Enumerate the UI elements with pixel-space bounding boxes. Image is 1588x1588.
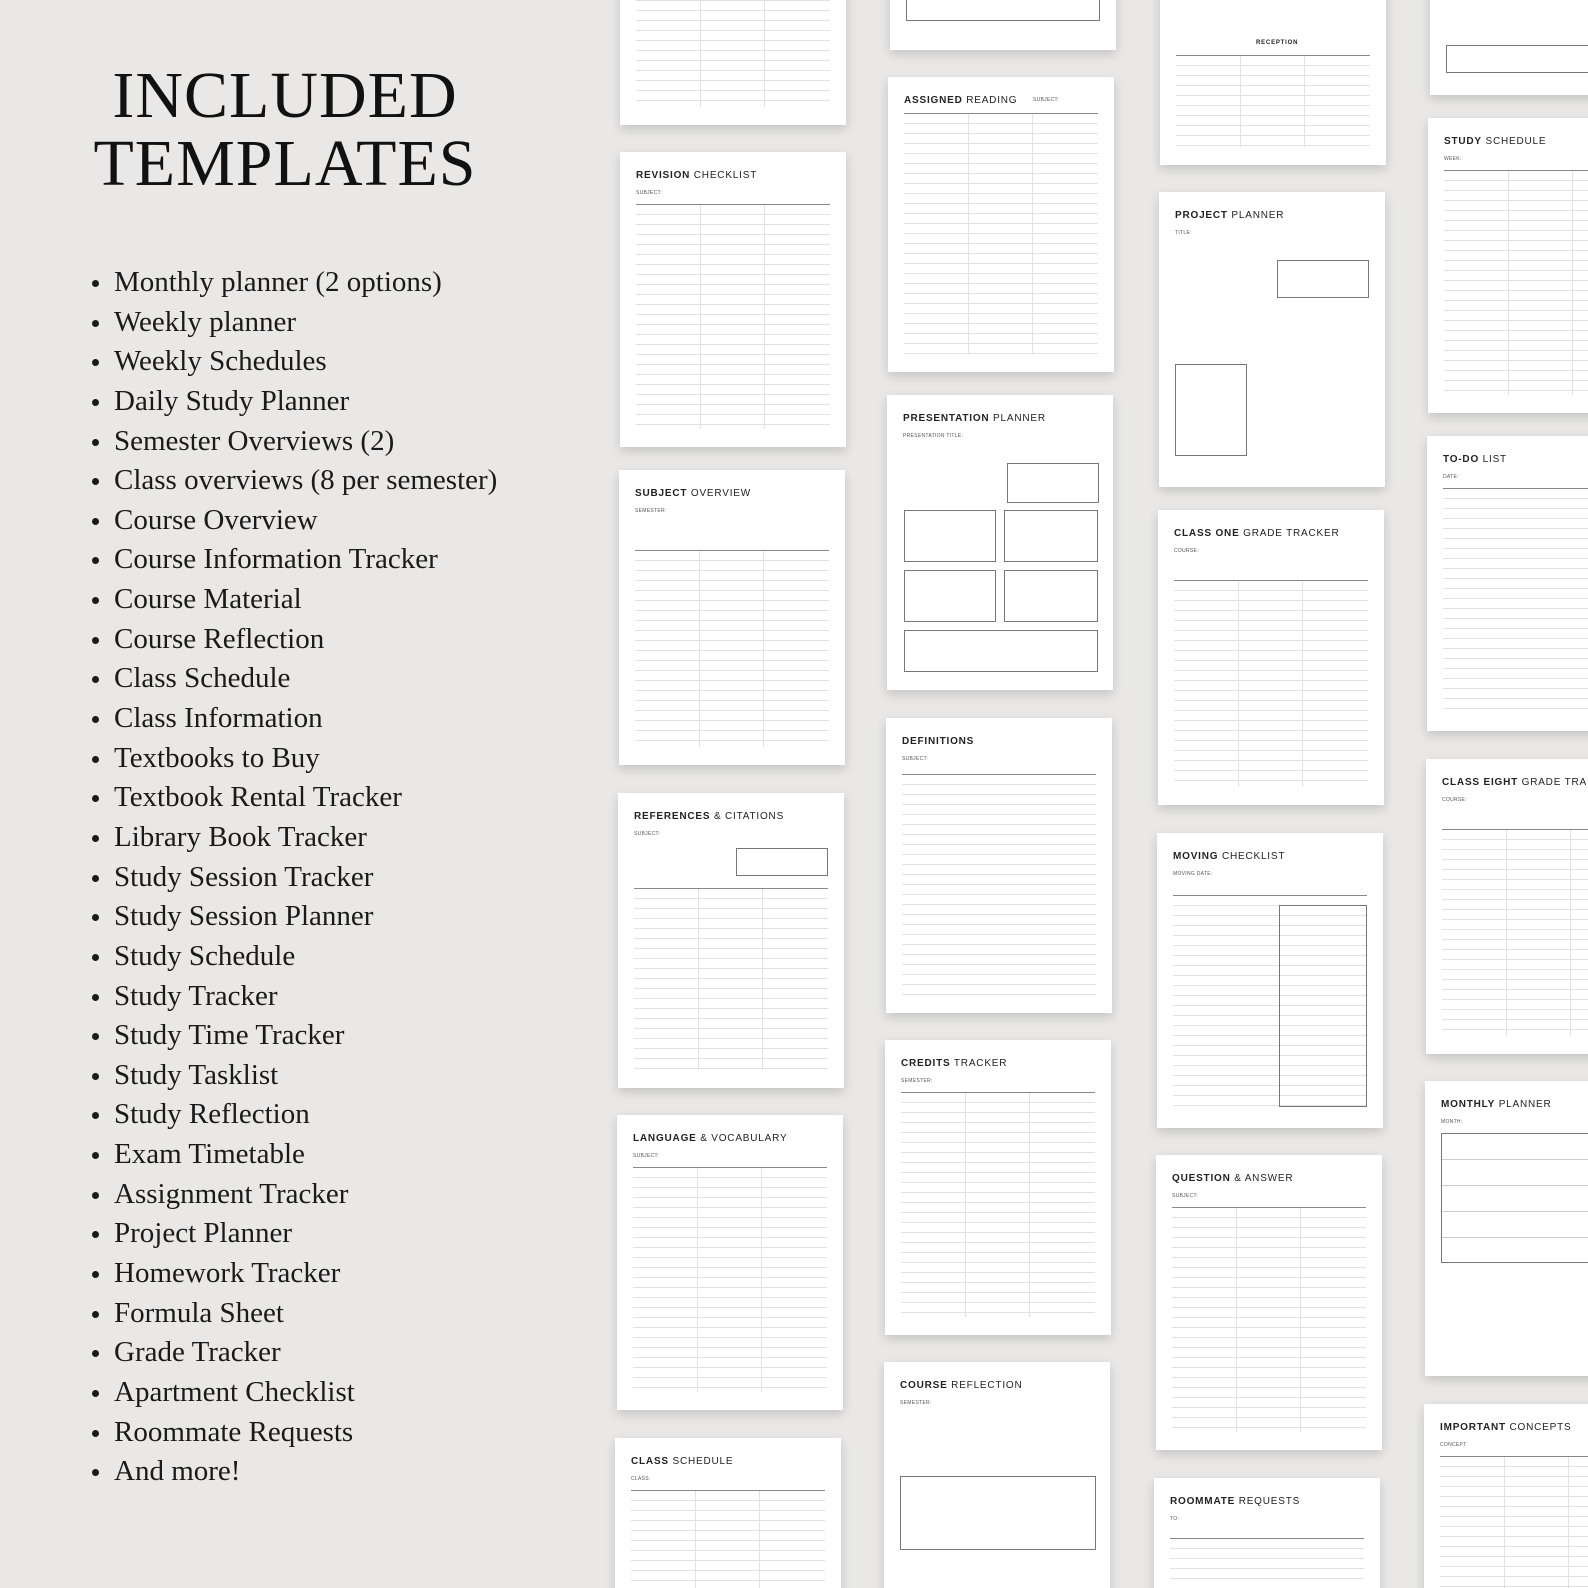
card-title-bold: SUBJECT [635,488,688,499]
card-title-rest: PLANNER [989,413,1046,424]
card-subject: TO: [1170,1516,1180,1522]
template-list-item: Homework Tracker [90,1254,497,1294]
card-class-schedule [615,1438,841,1588]
template-list-item: Semester Overviews (2) [90,422,497,462]
card-title-rest: REQUESTS [1235,1496,1301,1507]
card-todo-list [1427,436,1588,731]
card-assigned-reading [888,77,1114,372]
card-title-rest: CHECKLIST [1218,851,1286,862]
template-list-item: Project Planner [90,1214,497,1254]
template-list-item: Course Information Tracker [90,540,497,580]
template-list-item: Study Time Tracker [90,1016,497,1056]
card-title-bold: CLASS ONE [1174,528,1240,539]
template-list-item: Roommate Requests [90,1413,497,1453]
card-title-bold: PRESENTATION [903,413,990,424]
card-title-bold: QUESTION [1172,1173,1231,1184]
card-title-rest: & VOCABULARY [696,1133,788,1144]
card-subject: SEMESTER: [900,1400,932,1406]
card-subject: DATE: [1443,474,1459,480]
template-list-item: And more! [90,1452,497,1492]
card-subject: SEMESTER: [901,1078,933,1084]
template-list-item: Formula Sheet [90,1294,497,1334]
card-subject: CONCEPT [1440,1442,1467,1448]
template-list-item: Study Schedule [90,937,497,977]
card-reception-partial [1160,0,1386,165]
card-subject: WEEK: [1444,156,1462,162]
card-study-schedule [1428,118,1588,413]
card-title-rest: SCHEDULE [1481,136,1547,147]
card-title-bold: LANGUAGE [633,1133,697,1144]
template-list-item: Course Material [90,580,497,620]
card-title-rest: OVERVIEW [687,488,751,499]
template-list-item: Class Information [90,699,497,739]
template-list-item: Study Session Planner [90,897,497,937]
card-title-bold: CREDITS [901,1058,951,1069]
card-monthly-planner [1425,1081,1588,1376]
card-title-bold: RECEPTION [1256,40,1299,46]
card-title-bold: DEFINITIONS [902,736,975,747]
card-title-bold: COURSE [900,1380,948,1391]
card-presentation-planner [887,395,1113,690]
template-list-item: Class Schedule [90,659,497,699]
card-title-bold: PROJECT [1175,210,1228,221]
card-subject: COURSE: [1442,797,1467,803]
card-title-rest: & CITATIONS [710,811,785,822]
card-title-rest: READING [962,95,1018,106]
template-list-item: Class overviews (8 per semester) [90,461,497,501]
card-title-rest: CONCEPTS [1505,1422,1572,1433]
card-title-rest: SCHEDULE [668,1456,734,1467]
card-title-rest: PLANNER [1227,210,1285,221]
template-list-item: Study Reflection [90,1095,497,1135]
card-subject: SUBJECT: [634,831,661,837]
card-subject: PRESENTATION TITLE: [903,433,964,439]
card-question-answer [1156,1155,1382,1450]
card-subject: COURSE: [1174,548,1199,554]
card-subject: SUBJECT: [636,190,663,196]
card-subject: MOVING DATE: [1173,871,1213,877]
card-references-citations [618,793,844,1088]
card-class-eight-grade-tracker [1426,759,1588,1054]
card-definitions [886,718,1112,1013]
template-list-item: Exam Timetable [90,1135,497,1175]
template-list-item: Monthly planner (2 options) [90,263,497,303]
template-list-item: Study Tasklist [90,1056,497,1096]
template-list-item: Apartment Checklist [90,1373,497,1413]
card-title-bold: TO-DO [1443,454,1480,465]
card-subject: SUBJECT: [902,756,929,762]
card-title-bold: STUDY [1444,136,1482,147]
card-title-rest: PLANNER [1495,1099,1552,1110]
card-title-bold: REVISION [636,170,691,181]
template-list-item: Library Book Tracker [90,818,497,858]
card-title-rest: GRADE TRACKER [1239,528,1340,539]
template-list-item: Weekly planner [90,303,497,343]
title-line-1: INCLUDED [112,59,458,132]
card-title-bold: CLASS EIGHT [1442,777,1519,788]
card-title-rest: LIST [1479,454,1507,465]
template-list-item: Grade Tracker [90,1333,497,1373]
card-title-rest: TRACKER [950,1058,1008,1069]
card-title-bold: IMPORTANT [1440,1422,1506,1433]
template-list-item: Course Overview [90,501,497,541]
card-subject: SUBJECT: [633,1153,660,1159]
card-top-partial-1 [620,0,846,125]
card-title-bold: MONTHLY [1441,1099,1496,1110]
card-subject-overview [619,470,845,765]
card-title-bold: ASSIGNED [904,95,963,106]
title-line-2: TEMPLATES [93,127,477,200]
template-list-item: Study Tracker [90,977,497,1017]
template-list-item: Course Reflection [90,620,497,660]
card-top-partial-4 [1430,0,1588,95]
card-subject: MONTH: [1441,1119,1463,1125]
card-roommate-requests [1154,1478,1380,1588]
card-title-rest: GRADE TRA [1518,777,1587,788]
card-credits-tracker [885,1040,1111,1335]
card-title-rest: REFLECTION [947,1380,1023,1391]
template-list-item: Weekly Schedules [90,342,497,382]
template-list-item: Study Session Tracker [90,858,497,898]
card-subject: SUBJECT: [1033,97,1060,103]
card-title-bold: ROOMMATE [1170,1496,1236,1507]
card-class-one-grade-tracker [1158,510,1384,805]
card-title-bold: CLASS [631,1456,669,1467]
card-title-bold: REFERENCES [634,811,711,822]
template-list-item: Textbooks to Buy [90,739,497,779]
template-list-item: Textbook Rental Tracker [90,778,497,818]
template-list-item: Assignment Tracker [90,1175,497,1215]
card-revision-checklist [620,152,846,447]
card-title-rest: CHECKLIST [690,170,758,181]
card-title-rest: & ANSWER [1230,1173,1294,1184]
card-title-bold: MOVING [1173,851,1219,862]
card-language-vocabulary [617,1115,843,1410]
card-subject: SEMESTER: [635,508,667,514]
card-moving-checklist [1157,833,1383,1128]
card-subject: TITLE: [1175,230,1192,236]
card-subject: CLASS: [631,1476,651,1482]
card-course-reflection [884,1362,1110,1588]
card-important-concepts [1424,1404,1588,1588]
card-subject: SUBJECT: [1172,1193,1199,1199]
template-list-item: Daily Study Planner [90,382,497,422]
card-project-planner [1159,192,1385,487]
card-top-partial-2 [890,0,1116,50]
